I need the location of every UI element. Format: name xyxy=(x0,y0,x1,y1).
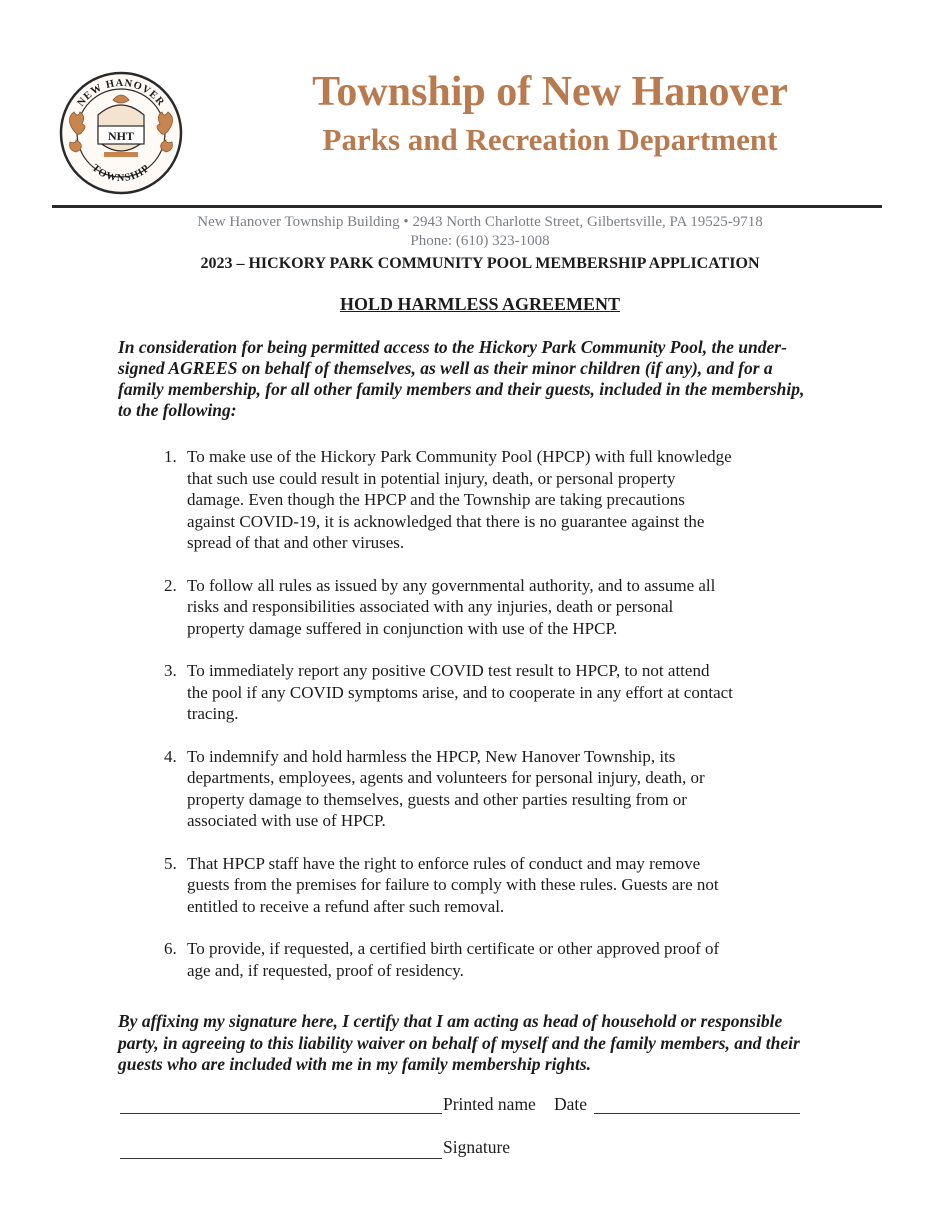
list-text: To follow all rules as issued by any governmental authority, and to assume all risks and responsibilities associated with any injuries, death or personal property damage suffered in conjunction with use of the HPCP. xyxy=(187,575,716,638)
seal-bottom-text: TOWNSHIP xyxy=(89,162,153,185)
list-item xyxy=(164,938,734,981)
list-number: 4. xyxy=(164,746,177,766)
phone-line: Phone: (610) 323-1008 xyxy=(410,233,550,249)
date-label: Date xyxy=(554,1094,588,1114)
list-text: To indemnify and hold harmless the HPCP, New Hanover Township, its departments, employees, agents and volunteers for personal injury, death, or property damage to themselves, guests and other parties resulting from or associated with use of HPCP. xyxy=(187,746,705,830)
list-item xyxy=(164,575,734,640)
list-item xyxy=(164,660,734,725)
list-item xyxy=(164,746,734,832)
terms-list xyxy=(164,446,734,1002)
list-text: To immediately report any positive COVID test result to HPCP, to not attend the pool if any COVID symptoms arise, and to cooperate in any effort at contact tracing. xyxy=(187,661,733,723)
list-text: To make use of the Hickory Park Community Pool (HPCP) with full knowledge that such use could result in potential injury, death, or personal property damage. Even though the HPCP and the Township are taking precautions against COVID-19, it is acknowledged that there is no guarantee against the spread of that and other viruses. xyxy=(187,447,732,552)
list-number: 3. xyxy=(164,661,177,680)
list-number: 5. xyxy=(164,853,177,873)
agreement-heading: HOLD HARMLESS AGREEMENT xyxy=(339,294,621,314)
certification-paragraph: By affixing my signature here, I certify that I am acting as head of household or responsible party, in agreeing to this liability waiver on behalf of myself and the family members, and their guests who are included with me in my family membership rights. xyxy=(118,1011,800,1074)
list-number: 1. xyxy=(164,447,177,466)
seal-center-text: NHT xyxy=(107,129,135,143)
application-title: 2023 – HICKORY PARK COMMUNITY POOL MEMBERSHIP APPLICATION xyxy=(200,255,760,272)
printed-name-label: Printed name xyxy=(443,1094,536,1114)
address-line: New Hanover Township Building • 2943 North Charlotte Street, Gilbertsville, PA 19525-9718 xyxy=(197,214,763,230)
intro-paragraph: In consideration for being permitted access to the Hickory Park Community Pool, the under- signed AGREES on behalf of themselves, as well as their minor children (if any), and for a family membership, for all other family members and their guests, included in the membership, to the following: xyxy=(118,337,805,420)
header-divider xyxy=(52,205,882,208)
list-item xyxy=(164,446,734,554)
list-text: That HPCP staff have the right to enforce rules of conduct and may remove guests from the premises for failure to comply with these rules. Guests are not entitled to receive a refund after such removal. xyxy=(187,853,719,916)
page-title: Township of New Hanover xyxy=(312,69,788,115)
list-item xyxy=(164,853,734,918)
list-number: 6. xyxy=(164,939,177,958)
page-subtitle: Parks and Recreation Department xyxy=(322,122,778,157)
signature-field[interactable] xyxy=(120,1158,442,1159)
list-text: To provide, if requested, a certified birth certificate or other approved proof of age and, if requested, proof of residency. xyxy=(187,939,720,980)
date-field[interactable] xyxy=(594,1113,800,1114)
signature-label: Signature xyxy=(443,1137,511,1157)
seal-top-text: NEW HANOVER xyxy=(75,77,167,109)
list-number: 2. xyxy=(164,575,177,595)
printed-name-field[interactable] xyxy=(120,1113,442,1114)
